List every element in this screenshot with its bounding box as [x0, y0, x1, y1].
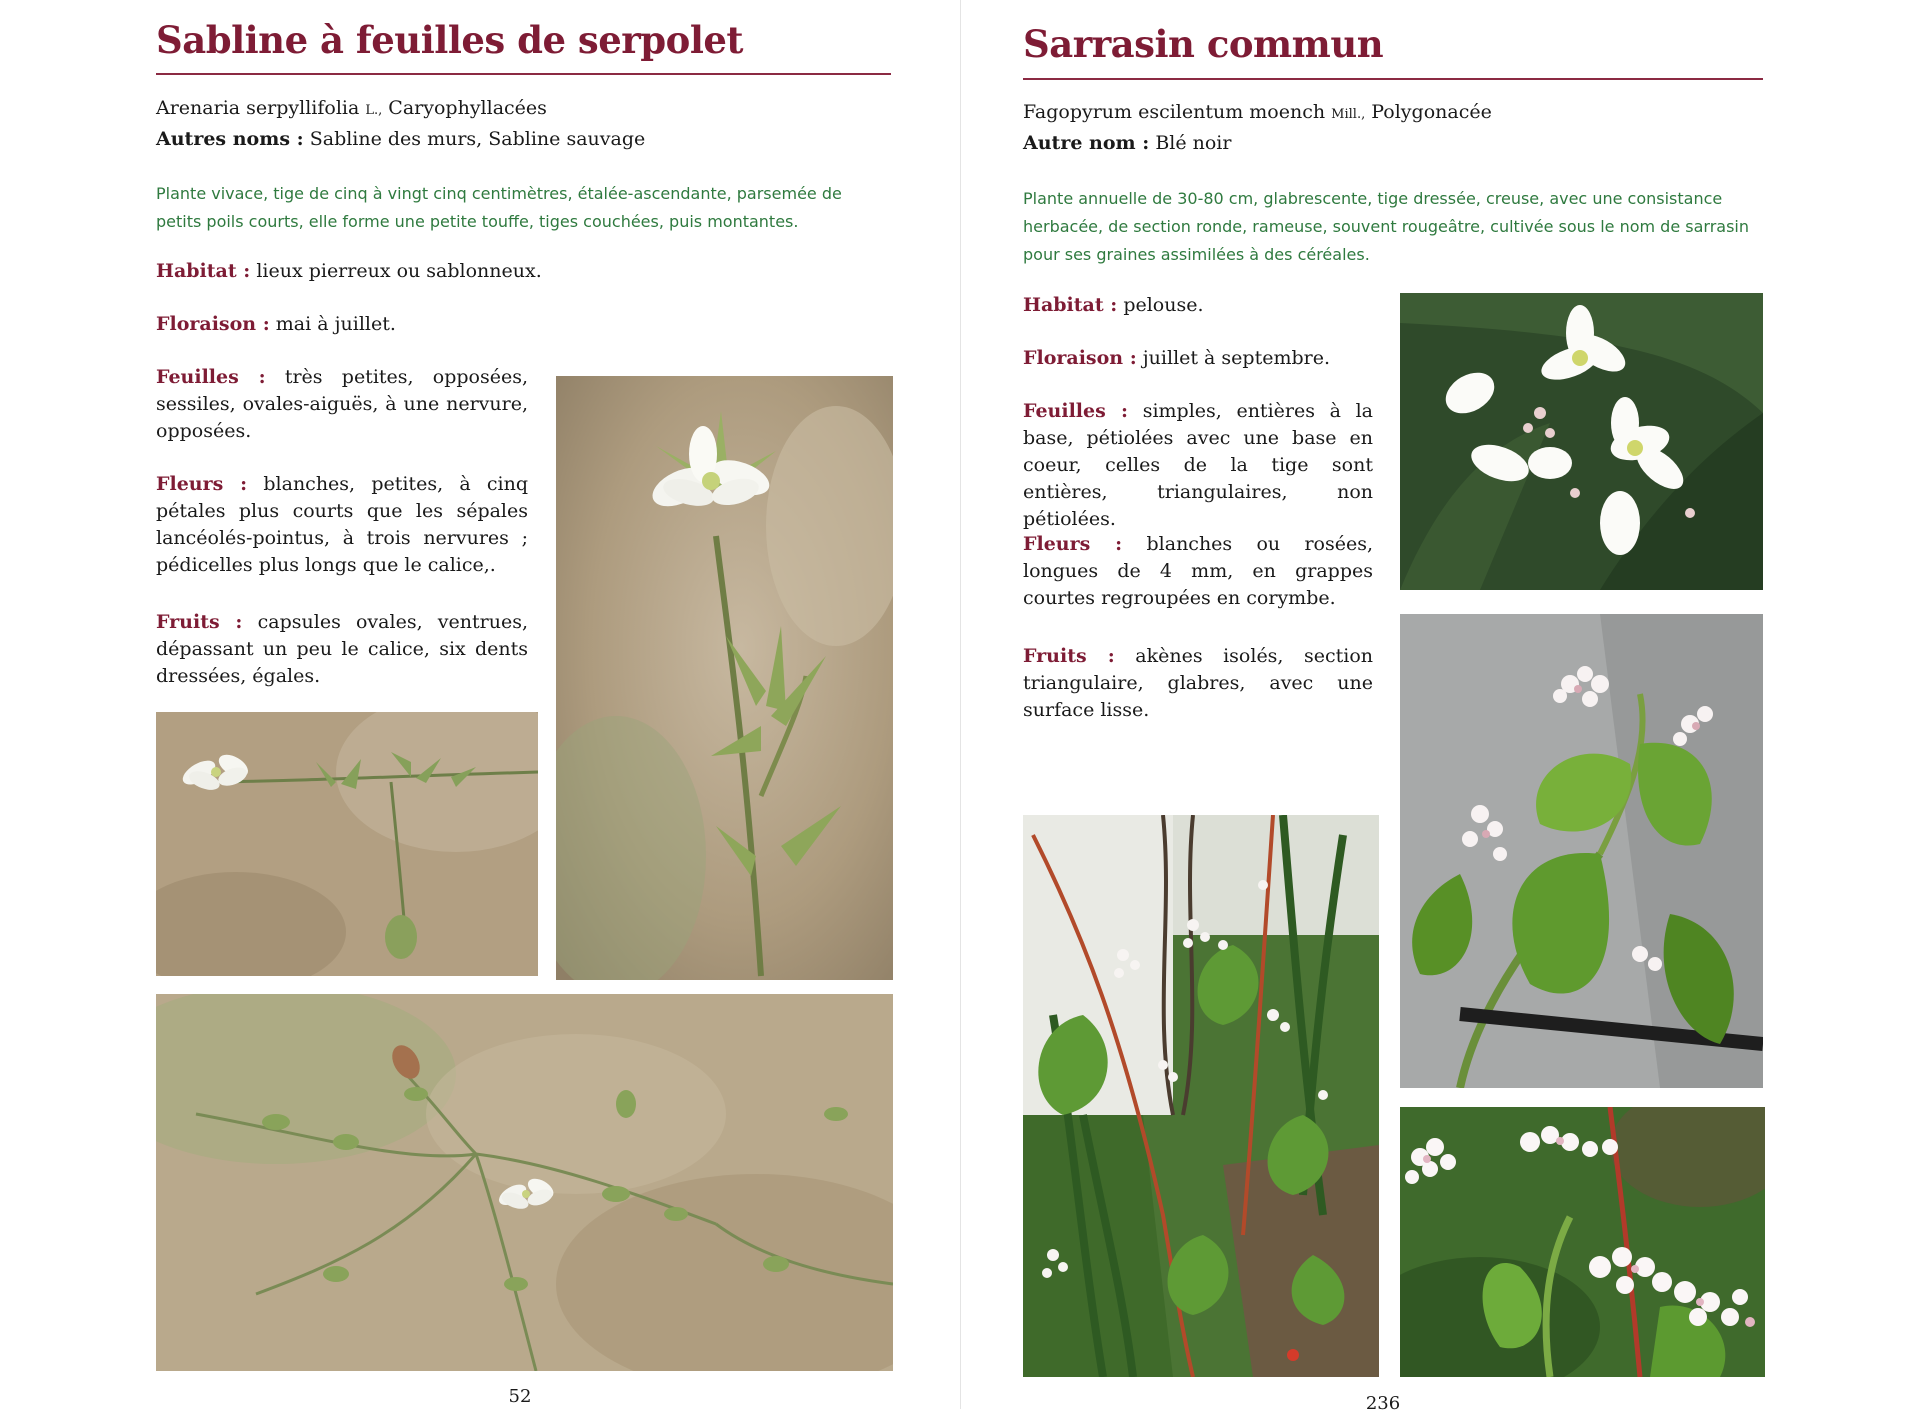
habitat-field [1023, 292, 1373, 319]
arenaria-flower-closeup-photo [556, 376, 893, 980]
fruits-value: capsules ovales, ventrues, dépassant un peu le calice, six dents dressées, égales. [156, 611, 528, 687]
floraison-field [156, 311, 576, 338]
buckwheat-flower-clusters-photo [1400, 1107, 1765, 1377]
other-names-label: Autre nom : [1023, 132, 1150, 154]
latin-name: Arenaria serpyllifolia [156, 97, 360, 119]
scientific-name-line [156, 97, 547, 119]
floraison-field [1023, 345, 1373, 372]
habitat-field [156, 258, 576, 285]
latin-author: Mill., [1331, 107, 1366, 122]
other-names-label: Autres noms : [156, 128, 304, 150]
feuilles-label: Feuilles : [1023, 400, 1129, 422]
plant-family: Caryophyllacées [388, 97, 547, 119]
feuilles-field [156, 364, 528, 445]
right-page [961, 0, 1919, 1414]
title-rule [1023, 78, 1763, 80]
buckwheat-flowers-closeup-photo [1400, 293, 1763, 590]
feuilles-label: Feuilles : [156, 366, 266, 388]
habitat-label: Habitat : [1023, 294, 1118, 316]
fleurs-label: Fleurs : [156, 473, 248, 495]
fleurs-value: blanches, petites, à cinq pétales plus courts que les sépales lancéolés-pointus, à trois nervures ; pédicelles plus longs que le calice,. [156, 473, 528, 576]
fruits-label: Fruits : [156, 611, 243, 633]
fruits-value: akènes isolés, section triangulaire, glabres, avec une surface lisse. [1023, 645, 1373, 721]
fruits-field [1023, 643, 1373, 724]
floraison-label: Floraison : [1023, 347, 1137, 369]
habitat-value: lieux pierreux ou sablonneux. [256, 260, 542, 282]
page-title: Sarrasin commun [1023, 22, 1384, 66]
floraison-value: mai à juillet. [275, 313, 396, 335]
habitat-label: Habitat : [156, 260, 251, 282]
other-names-line [1023, 132, 1231, 154]
arenaria-plant-photo [156, 994, 893, 1371]
habitat-value: pelouse. [1123, 294, 1204, 316]
fleurs-field [1023, 531, 1373, 612]
floraison-value: juillet à septembre. [1142, 347, 1331, 369]
other-names-value: Blé noir [1155, 132, 1232, 154]
left-page [0, 0, 960, 1409]
feuilles-value: simples, entières à la base, pétiolées avec une base en coeur, celles de la tige sont entières, triangulaires, non pétiolées. [1023, 400, 1373, 530]
fruits-label: Fruits : [1023, 645, 1115, 667]
fleurs-label: Fleurs : [1023, 533, 1123, 555]
plant-description: Plante vivace, tige de cinq à vingt cinq centimètres, étalée-ascendante, parsemée de petits poils courts, elle forme une petite touffe, tiges couchées, puis montantes. [156, 184, 842, 231]
feuilles-value: très petites, opposées, sessiles, ovales-aiguës, à une nervure, opposées. [156, 366, 529, 442]
feuilles-field [1023, 398, 1373, 533]
page-number: 52 [508, 1386, 532, 1407]
title-rule [156, 73, 891, 75]
fruits-field [156, 609, 528, 690]
page-title: Sabline à feuilles de serpolet [156, 18, 744, 62]
fleurs-value: blanches ou rosées, longues de 4 mm, en grappes courtes regroupées en corymbe. [1023, 533, 1373, 609]
floraison-label: Floraison : [156, 313, 270, 335]
other-names-line [156, 128, 645, 150]
fleurs-field [156, 471, 528, 579]
latin-name: Fagopyrum escilentum moench [1023, 101, 1326, 123]
arenaria-branch-photo [156, 712, 538, 976]
latin-author: L., [365, 103, 383, 118]
buckwheat-garden-photo [1023, 815, 1379, 1377]
page-number: 236 [1365, 1393, 1401, 1414]
plant-family: Polygonacée [1371, 101, 1492, 123]
buckwheat-leaves-photo [1400, 614, 1763, 1088]
other-names-value: Sabline des murs, Sabline sauvage [309, 128, 646, 150]
scientific-name-line [1023, 101, 1492, 123]
plant-description: Plante annuelle de 30-80 cm, glabrescente, tige dressée, creuse, avec une consistance herbacée, de section ronde, rameuse, souvent rougeâtre, cultivée sous le nom de sarrasin pour ses graines assimilées à des céréales. [1023, 189, 1749, 264]
